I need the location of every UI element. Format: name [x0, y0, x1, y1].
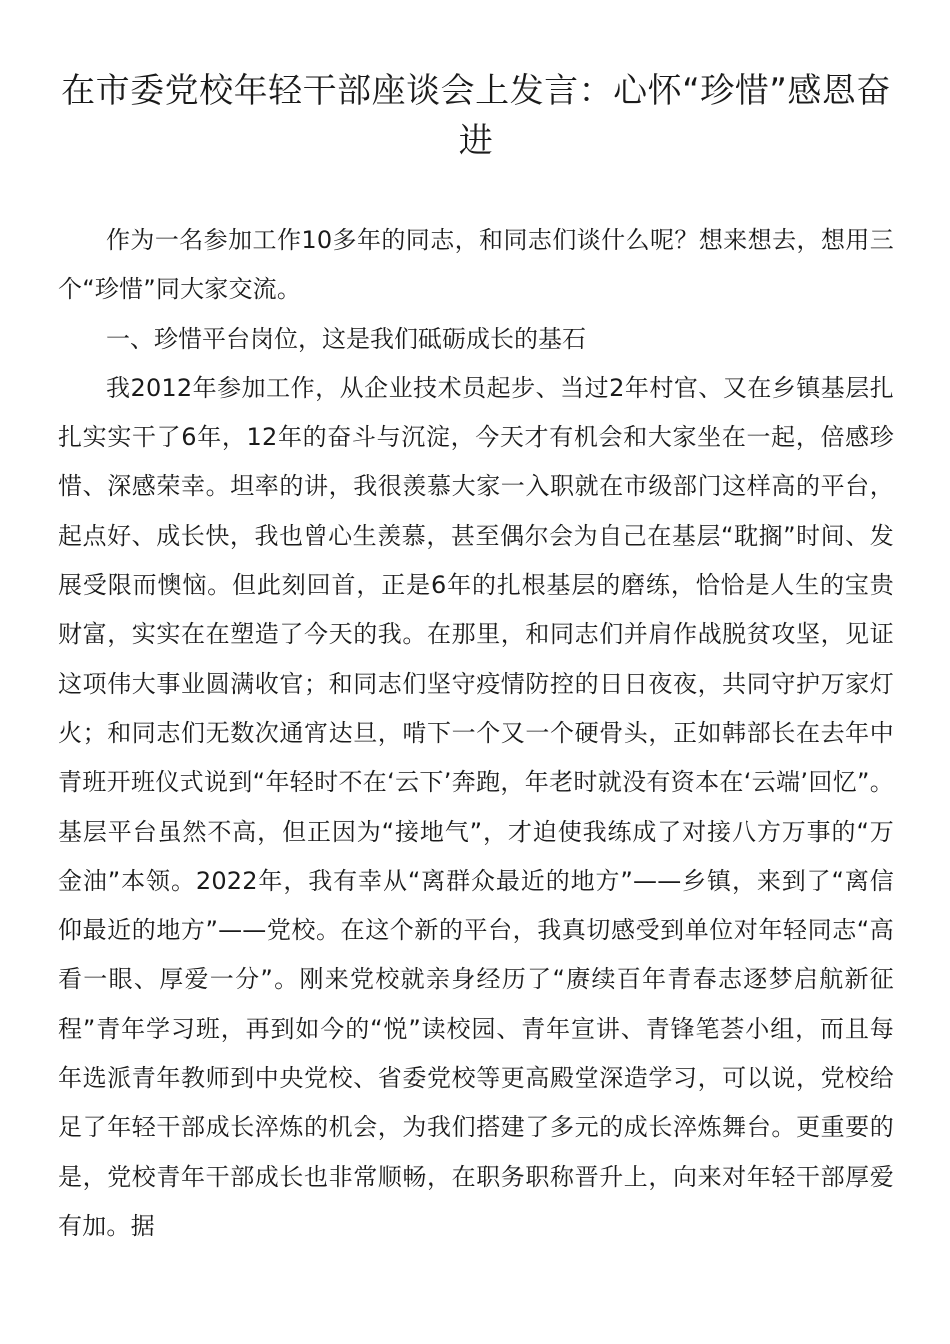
intro-paragraph: 作为一名参加工作10多年的同志，和同志们谈什么呢？想来想去，想用三个“珍惜”同大家交流。 [58, 226, 894, 304]
document-title: 在市委党校年轻干部座谈会上发言：心怀“珍惜”感恩奋进 [61, 71, 891, 161]
document-body [58, 216, 894, 1251]
document-page [58, 66, 894, 1251]
section-heading: 一、珍惜平台岗位，这是我们砥砺成长的基石 [106, 324, 586, 353]
body-paragraph: 我2012年参加工作，从企业技术员起步、当过2年村官、又在乡镇基层扎扎实实干了6年，12年的奋斗与沉淀，今天才有机会和大家坐在一起，倍感珍惜、深感荣幸。坦率的讲，我很羡慕大家一入职就在市级部门这样高的平台，起点好、成长快，我也曾心生羡慕，甚至偶尔会为自己在基层“耽搁”时间、发展受限而懊恼。但此刻回首，正是6年的扎根基层的磨练，恰恰是人生的宝贵财富，实实在在塑造了今天的我。在那里，和同志们并肩作战脱贫攻坚，见证这项伟大事业圆满收官；和同志们坚守疫情防控的日日夜夜，共同守护万家灯火；和同志们无数次通宵达旦，啃下一个又一个硬骨头，正如韩部长在去年中青班开班仪式说到“年轻时不在‘云下’奔跑，年老时就没有资本在‘云端’回忆”。基层平台虽然不高，但正因为“接地气”，才迫使我练成了对接八方万事的“万金油”本领。2022年，我有幸从“离群众最近的地方”——乡镇，来到了“离信仰最近的地方”——党校。在这个新的平台，我真切感受到单位对年轻同志“高看一眼、厚爱一分”。刚来党校就亲身经历了“赓续百年青春志逐梦启航新征程”青年学习班，再到如今的“悦”读校园、青年宣讲、青锋笔荟小组，而且每年选派青年教师到中央党校、省委党校等更高殿堂深造学习，可以说，党校给足了年轻干部成长淬炼的机会，为我们搭建了多元的成长淬炼舞台。更重要的是，党校青年干部成长也非常顺畅，在职务职称晋升上，向来对年轻干部厚爱有加。据 [58, 373, 894, 1240]
